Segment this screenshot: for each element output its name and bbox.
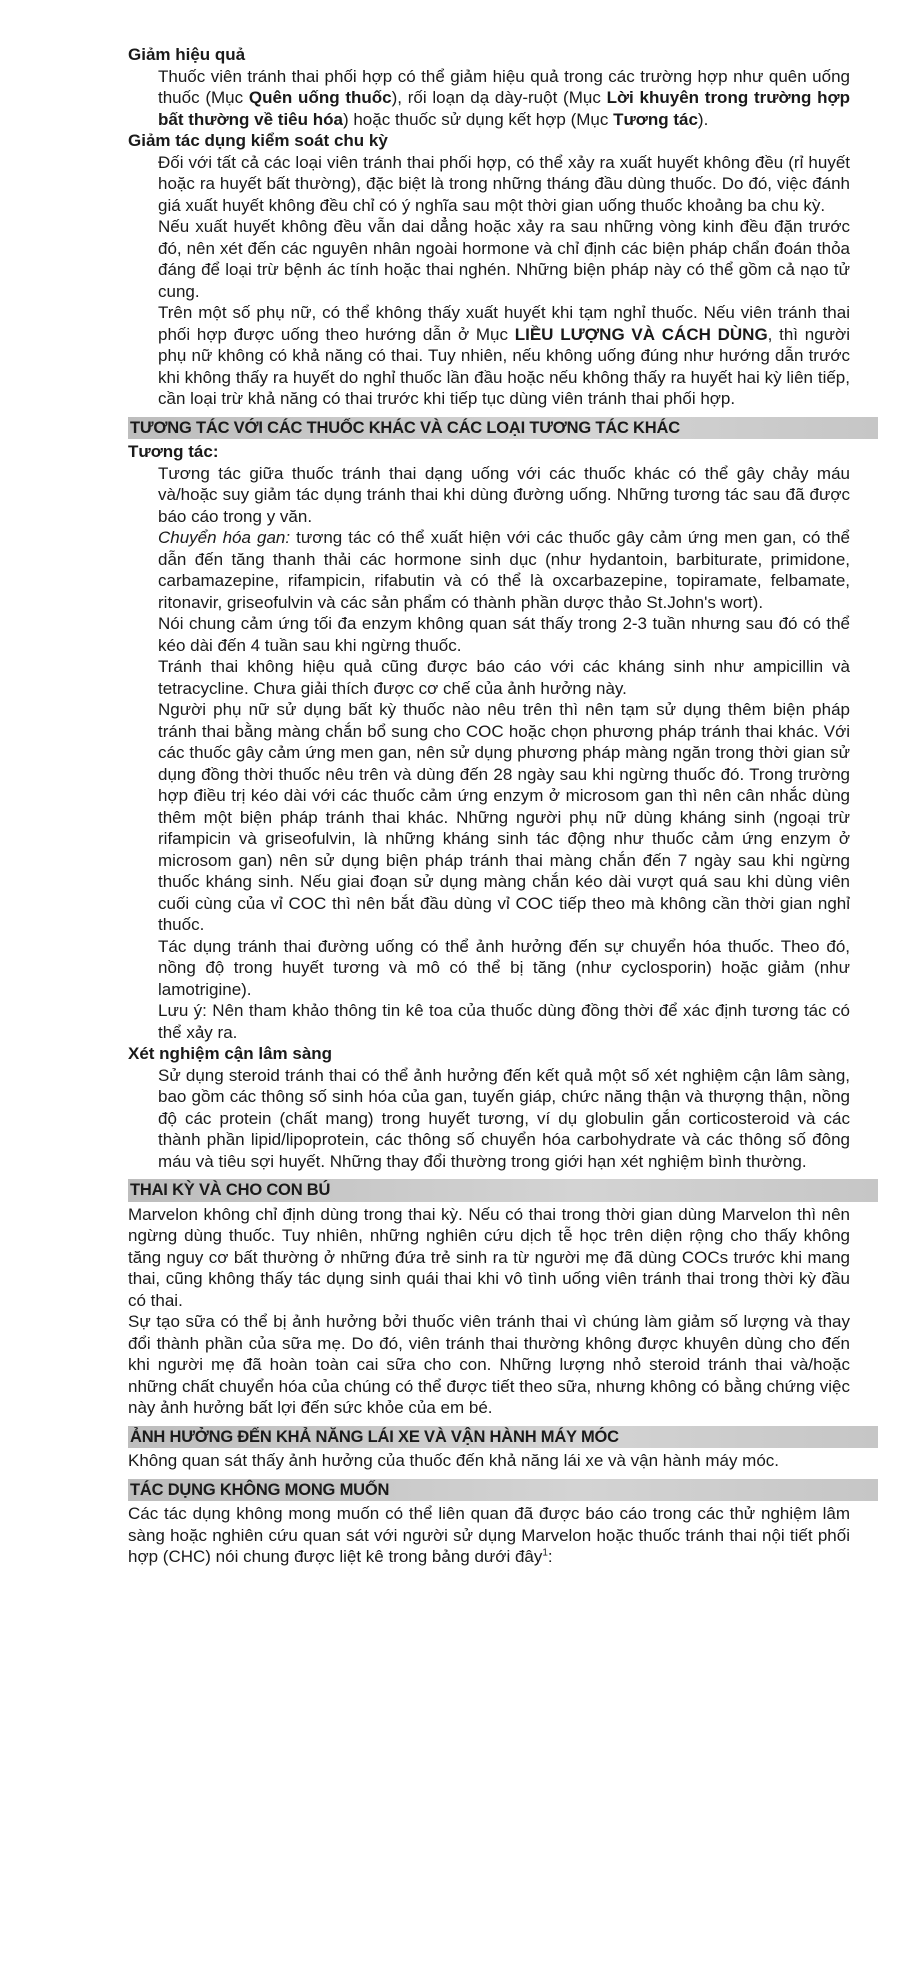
heading-lab-tests: Xét nghiệm cận lâm sàng (128, 1044, 333, 1063)
paragraph-pregnancy-1: Marvelon không chỉ định dùng trong thai kỳ. Nếu có thai trong thời gian dùng Marvelon thì nên ngừng dùng thuốc. Tuy nhiên, những nghiên cứu dịch tễ học trên diện rộng cho thấy không tăng nguy cơ bất thường ở những đứa trẻ sinh ra từ người mẹ đã dùng COCs trước khi mang thai, cũng không thấy tác dụng sinh quái thai khi vô tình uống viên tránh thai trong thời kỳ đầu có thai. (128, 1204, 850, 1310)
text-span: , thì người phụ nữ không có khả năng có thai. Tuy nhiên, nếu không uống đúng như hướng dẫn trước khi không thấy ra huyết do nghỉ thuốc lần đầu hoặc nếu không thấy ra huyết hai kỳ liên tiếp, cần loại trừ khả năng có thai trước khi tiếp tục dùng viên tránh thai phối hợp. (158, 324, 850, 408)
italic-hepatic-metabolism: Chuyển hóa gan: (158, 528, 291, 547)
paragraph-interactions-1: Tương tác giữa thuốc tránh thai dạng uống với các thuốc khác có thể gây chảy máu và/hoặc suy giảm tác dụng tránh thai khi dùng đường uống. Những tương tác sau đã được báo cáo trong y văn. (158, 463, 850, 526)
paragraph-reduced-efficacy (128, 66, 850, 131)
paragraph-cycle-2: Nếu xuất huyết không đều vẫn dai dẳng hoặc xảy ra sau những vòng kinh đều đặn trước đó, nên xét đến các nguyên nhân ngoài hormone và chỉ định các biện pháp chẩn đoán thỏa đáng để loại trừ bệnh ác tính hoặc thai nghén. Những biện pháp này có thể gồm cả nạo tử cung. (158, 217, 850, 301)
text-span: ), rối loạn dạ dày-ruột (Mục (391, 88, 607, 107)
section-band-adverse-effects: TÁC DỤNG KHÔNG MONG MUỐN (128, 1479, 878, 1502)
text-span: ). (697, 109, 709, 129)
paragraph-interactions-6: Tác dụng tránh thai đường uống có thể ảnh hưởng đến sự chuyển hóa thuốc. Theo đó, nồng độ trong huyết tương và mô có thể bị tăng (như cyclosporin) hoặc giảm (như lamotrigine). (158, 936, 850, 999)
bold-ref-interactions: Tương tác (613, 109, 698, 129)
paragraph-driving: Không quan sát thấy ảnh hưởng của thuốc đến khả năng lái xe và vận hành máy móc. (128, 1451, 780, 1470)
section-band-interactions: TƯƠNG TÁC VỚI CÁC THUỐC KHÁC VÀ CÁC LOẠI TƯƠNG TÁC KHÁC (128, 417, 878, 440)
paragraph-lab-tests: Sử dụng steroid tránh thai có thể ảnh hưởng đến kết quả một số xét nghiệm cận lâm sàng, bao gồm các thông số sinh hóa của gan, tuyến giáp, chức năng thận và thượng thận, nồng độ các protein (chất mang) trong huyết tương, ví dụ globulin gắn corticosteroid và các thành phần lipid/lipoprotein, các thông số chuyển hóa carbohydrate và các thông số đông máu và tiêu sợi huyết. Những thay đổi thường trong giới hạn xét nghiệm bình thường. (158, 1065, 850, 1171)
paragraph-adverse-effects (128, 1503, 850, 1568)
paragraph-interactions-4: Tránh thai không hiệu quả cũng được báo cáo với các kháng sinh như ampicillin và tetracycline. Chưa giải thích được cơ chế của ảnh hưởng này. (158, 657, 850, 698)
paragraph-pregnancy-2: Sự tạo sữa có thể bị ảnh hưởng bởi thuốc viên tránh thai vì chúng làm giảm số lượng và thay đổi thành phần của sữa mẹ. Do đó, viên tránh thai thường không được khuyên dùng cho đến khi người mẹ đã hoàn toàn cai sữa cho con. Những lượng nhỏ steroid tránh thai và/hoặc những chất chuyển hóa của chúng có thể được tiết theo sữa, nhưng không có bằng chứng việc này ảnh hưởng bất lợi đến sức khỏe của em bé. (128, 1312, 850, 1417)
leaflet-page (128, 0, 850, 1568)
section-band-driving: ẢNH HƯỞNG ĐẾN KHẢ NĂNG LÁI XE VÀ VẬN HÀNH MÁY MÓC (128, 1426, 878, 1449)
paragraph-cycle-3 (128, 302, 850, 410)
paragraph-interactions-3: Nói chung cảm ứng tối đa enzym không quan sát thấy trong 2-3 tuần nhưng sau đó có thể kéo dài đến 4 tuần sau khi ngừng thuốc. (158, 614, 850, 655)
paragraph-cycle-1: Đối với tất cả các loại viên tránh thai phối hợp, có thể xảy ra xuất huyết không đều (rỉ huyết hoặc ra huyết bất thường), đặc biệt là trong những tháng đầu dùng thuốc. Do đó, việc đánh giá xuất huyết không đều chỉ có ý nghĩa sau một thời gian uống thuốc khoảng ba chu kỳ. (158, 152, 850, 215)
text-span: Các tác dụng không mong muốn có thể liên quan đã được báo cáo trong các thử nghiệm lâm sàng hoặc nghiên cứu quan sát với người sử dụng Marvelon hoặc thuốc tránh thai nội tiết phối hợp (CHC) nói chung được liệt kê trong bảng dưới đây (128, 1504, 850, 1566)
paragraph-interactions-5: Người phụ nữ sử dụng bất kỳ thuốc nào nêu trên thì nên tạm sử dụng thêm biện pháp tránh thai bằng màng chắn bổ sung cho COC hoặc chọn phương pháp tránh thai khác. Với các thuốc gây cảm ứng men gan, nên sử dụng phương pháp màng ngăn trong thời gian sử dụng đồng thời thuốc nêu trên và dùng đến 28 ngày sau khi ngừng thuốc đó. Trong trường hợp điều trị kéo dài với các thuốc cảm ứng enzym ở microsom gan thì nên cân nhắc dùng thêm một biện pháp tránh thai khác. Những người phụ nữ dùng kháng sinh (ngoại trừ rifampicin và griseofulvin, là những kháng sinh tác động như thuốc cảm ứng enzym ở microsom gan) nên sử dụng biện pháp tránh thai màng chắn đến 7 ngày sau khi ngừng thuốc kháng sinh. Nếu giai đoạn sử dụng màng chắn kéo dài vượt quá sau khi dùng viên cuối cùng của vỉ COC thì nên bắt đầu dùng vỉ COC tiếp theo mà không cần thời gian nghỉ thuốc. (158, 700, 850, 934)
bold-ref-dosage: LIỀU LƯỢNG VÀ CÁCH DÙNG (514, 324, 768, 344)
section-band-pregnancy: THAI KỲ VÀ CHO CON BÚ (128, 1179, 878, 1202)
footnote-marker: 1 (542, 1547, 548, 1559)
bold-ref-missed-pills: Quên uống thuốc (248, 88, 392, 107)
text-span: Trên một số phụ nữ, có thể không thấy xuất huyết khi tạm nghỉ thuốc. Nếu viên tránh thai phối hợp được uống theo hướng dẫn ở Mục (158, 303, 850, 344)
paragraph-interactions-2 (128, 527, 850, 613)
heading-reduced-efficacy: Giảm hiệu quả (128, 45, 246, 64)
heading-cycle-control: Giảm tác dụng kiểm soát chu kỳ (128, 131, 388, 150)
heading-interactions: Tương tác: (128, 442, 219, 461)
bold-ref-gi-disturbance: Lời khuyên trong trường hợp bất thường về tiêu hóa (158, 88, 851, 129)
text-span: tương tác có thể xuất hiện với các thuốc gây cảm ứng men gan, có thể dẫn đến tăng thanh thải các hormone sinh dục (như hydantoin, barbiturate, primidone, carbamazepine, rifampicin, rifabutin và có thể là oxcarbazepine, topiramate, felbamate, ritonavir, griseofulvin và các sản phẩm có thành phần dược thảo St.John's wort). (158, 528, 850, 612)
text-span: ) hoặc thuốc sử dụng kết hợp (Mục (342, 109, 614, 129)
text-span: : (547, 1547, 553, 1566)
text-span: Thuốc viên tránh thai phối hợp có thể giảm hiệu quả trong các trường hợp như quên uống thuốc (Mục (158, 66, 850, 107)
paragraph-interactions-note: Lưu ý: Nên tham khảo thông tin kê toa của thuốc dùng đồng thời để xác định tương tác có thể xảy ra. (158, 1001, 850, 1042)
